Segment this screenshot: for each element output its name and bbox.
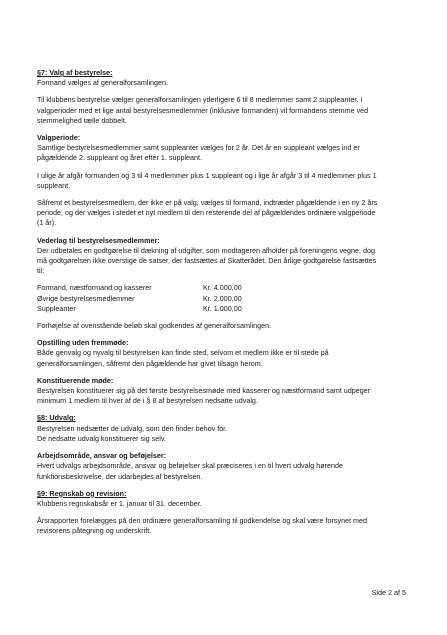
paragraph-line: Bestyrelsen konstituerer sig på det første bestyrelsesmøde med kasserer og næstformand samt udpeger [37, 386, 371, 396]
section-heading: Vederlag til bestyrelsesmedlemmer: [37, 235, 160, 245]
paragraph-line: minimum 1 medlem til hver af de i § 8 af bestyrelsen nedsatte udvalg. [37, 396, 258, 406]
paragraph-line: Formand vælges af generalforsamlingen. [37, 78, 169, 88]
paragraph-line: Bestyrelsen nedsætter de udvalg, som den finder behov for. [37, 423, 228, 433]
salary-role: Øvrige bestyrelsesmedlemmer [37, 293, 135, 303]
section-heading: §7: Valg af bestyrelse: [37, 68, 113, 77]
salary-role: Formand, næstformand og kasserer [37, 283, 152, 293]
paragraph-line: Samtlige bestyrelsesmedlemmer samt suppleanter vælges for 2 år. Det år en suppleant vælges ind er [37, 143, 360, 153]
paragraph [37, 376, 415, 407]
paragraph-line: suppleant. [37, 180, 71, 190]
paragraph-line: periode, og der vælges i stedet et nyt medlem til den resterende del af pågældendes ordinære valgperiode [37, 208, 376, 218]
paragraph-line: Der udbetales en godtgørelse til dækning af udgifter, som modtageren afholder på foreningens vegne, dog [37, 245, 376, 255]
salary-amount: Kr. 1.000,00 [203, 303, 242, 313]
paragraph [37, 198, 415, 229]
paragraph-line: revisorens påtegning og underskrift. [37, 526, 152, 536]
paragraph-line: Både genvalg og nyvalg til bestyrelsen kan finde sted, selvom et medlem ikke er til stede på [37, 348, 329, 358]
paragraph-line: Årsrapporten forelægges på den ordinære generalforsamling til godkendelse og skal være forsynet med [37, 516, 368, 526]
paragraph-line: Såfremt et bestyrelsesmedlem, der ikke er på valg, vælges til formand, indtræder pågældende i en ny 2 års [37, 198, 378, 208]
paragraph-line: funktionsbeskrivelse, der udarbejdes af bestyrelsen. [37, 471, 203, 481]
paragraph-line: De nedsatte udvalg konstituerer sig selv. [37, 433, 166, 443]
paragraph-line: må godtgørelsen ikke overstige de satser, der fastsættes af Skatterådet. Den årlige godtgørelse fastsættes [37, 256, 377, 266]
salary-table [37, 283, 242, 314]
paragraph-line: valgperioder med et lige antal bestyrelsesmedlemmer (inklusive formanden) vil formandens stemme ved [37, 105, 369, 115]
paragraph-line: Til klubbens bestyrelse vælger generalforsamlingen yderligere 6 til 8 medlemmer samt 2 suppleanter. I [37, 95, 363, 105]
sections-before-table [37, 68, 415, 276]
document-body [37, 68, 415, 544]
paragraph-line: (1 år). [37, 218, 57, 228]
paragraph [37, 236, 415, 277]
paragraph-line: generalforsamlingen, såfremt den pågældende har givet tilsagn herom. [37, 358, 263, 368]
paragraph [37, 338, 415, 369]
sections-after-table [37, 321, 415, 536]
section-heading: Arbejdsområde, ansvar og beføjelser: [37, 451, 167, 461]
paragraph [37, 95, 415, 126]
section-heading: §8: Udvalg: [37, 413, 76, 423]
salary-row [37, 294, 242, 304]
salary-row [37, 304, 242, 314]
paragraph [37, 133, 415, 164]
section-heading: Konstituerende møde: [37, 375, 114, 385]
salary-row [37, 283, 242, 293]
salary-role: Suppleanter [37, 303, 76, 313]
paragraph-line: pågældende 2. suppleant og året efter 1. suppleant. [37, 153, 203, 163]
paragraph-line: I ulige år afgår formanden og 3 til 4 medlemmer plus 1 suppleant og i lige år afgår 3 til 4 medlemmer plus 1 [37, 170, 377, 180]
paragraph [37, 68, 415, 88]
paragraph [37, 413, 415, 444]
paragraph [37, 451, 415, 482]
paragraph [37, 321, 415, 331]
section-heading: §9: Regnskab og revision: [37, 488, 127, 498]
paragraph-line: til: [37, 266, 45, 276]
paragraph-line: Hvert udvalgs arbejdsområde, ansvar og beføjelser skal præciseres i en til hvert udvalg hørende [37, 461, 344, 471]
section-heading: Valgperiode: [37, 133, 81, 143]
paragraph-line: stemmelighed tælle dobbelt. [37, 115, 127, 125]
salary-amount: Kr. 2.000,00 [203, 293, 242, 303]
paragraph [37, 516, 415, 536]
paragraph-line: Forhøjelse af ovenstående beløb skal godkendes af generalforsamlingen. [37, 321, 272, 331]
paragraph-line: Klubbens regnskabsår er 1. januar til 31. december. [37, 498, 202, 508]
section-heading: Opstilling uden fremmøde: [37, 338, 129, 348]
page-number: Side 2 af 5 [371, 588, 406, 597]
paragraph [37, 171, 415, 191]
salary-amount: Kr. 4.000,00 [203, 283, 242, 293]
paragraph [37, 489, 415, 509]
